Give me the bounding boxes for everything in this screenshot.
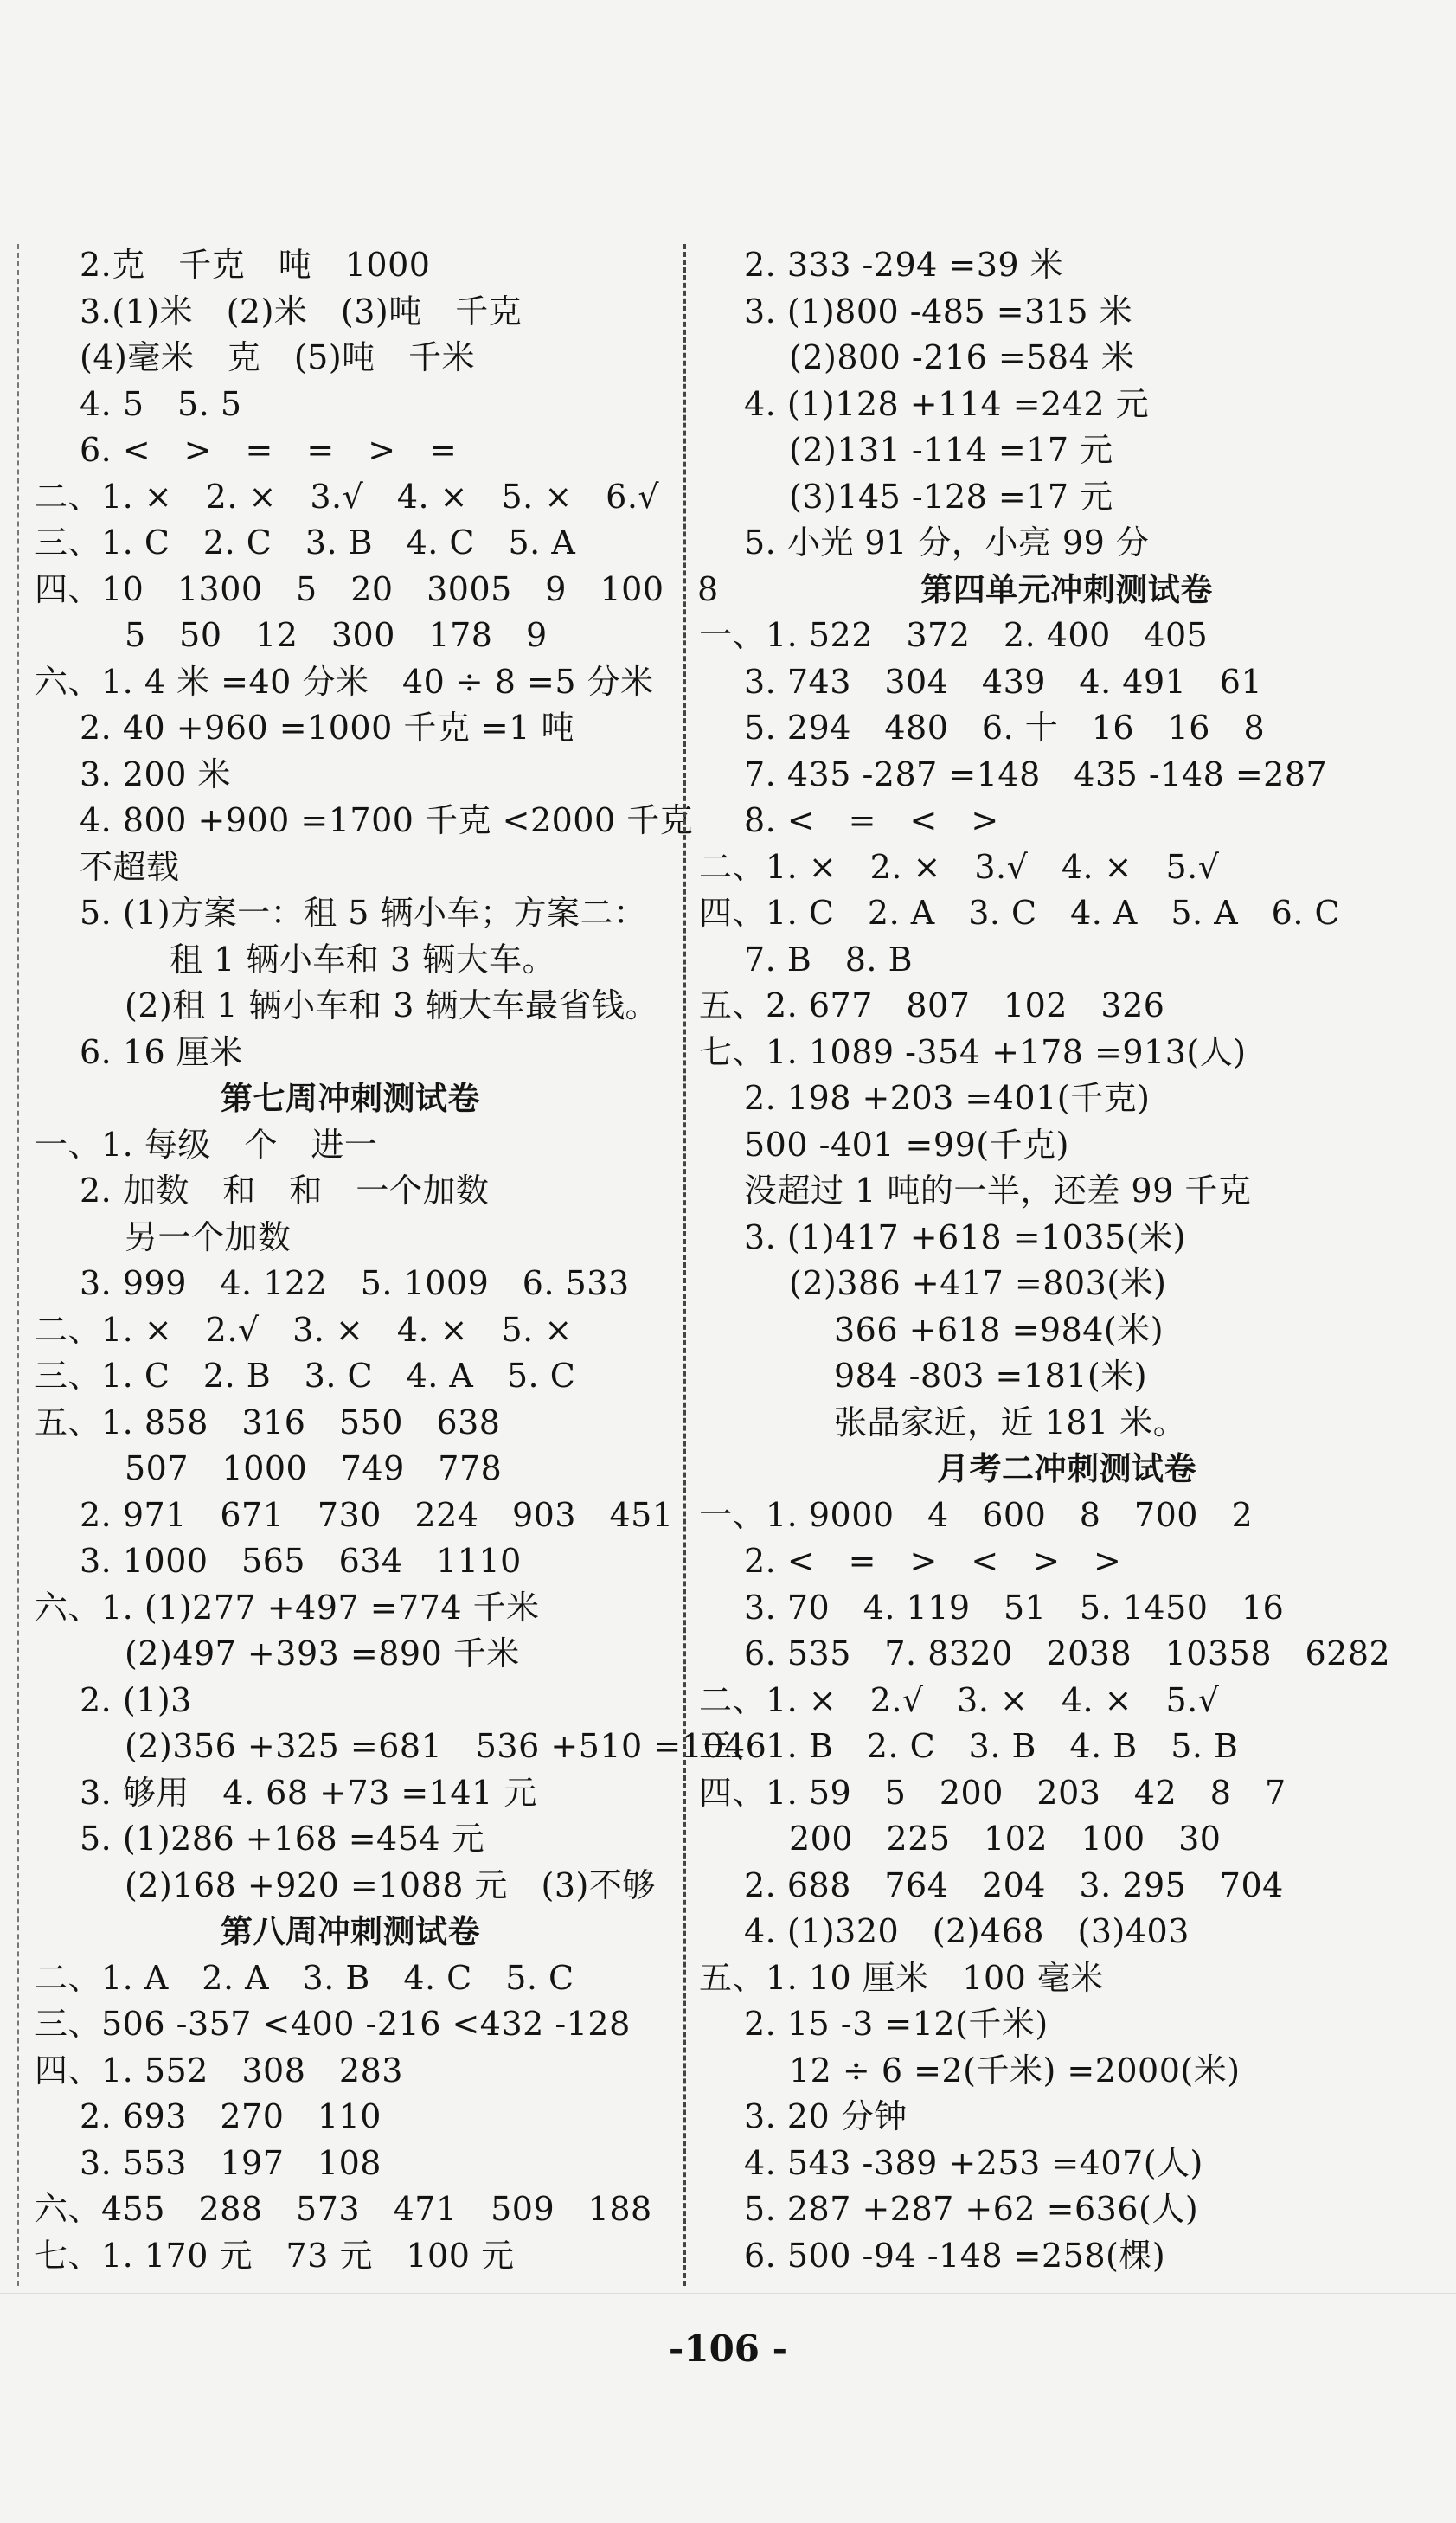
answer-line: (2)800 -216 =584 米 [789,338,1135,376]
answer-line: 不超载 [80,847,180,886]
answer-line: 200 225 102 100 30 [789,1820,1222,1858]
answer-line: 3. 553 197 108 [80,2143,382,2182]
answer-line: 4. 800 +900 =1700 千克 <2000 千克 [80,801,694,839]
section-heading: 第四单元冲刺测试卷 [920,570,1213,608]
answer-line: 4. 5 5. 5 [80,384,242,423]
answer-line: 六、1. (1)277 +497 =774 千米 [35,1588,540,1627]
answer-line: 2. 971 671 730 224 903 451 [80,1495,674,1534]
answer-line: (2)497 +393 =890 千米 [125,1634,520,1672]
answer-line: 二、1. × 2. × 3.√ 4. × 5. × 6.√ [35,477,660,516]
footer-rule [0,2293,1456,2294]
answer-line: 6. 535 7. 8320 2038 10358 6282 [744,1634,1391,1672]
answer-line: 三、1. C 2. B 3. C 4. A 5. C [35,1357,576,1395]
answer-line: 二、1. × 2.√ 3. × 4. × 5. × [35,1310,573,1349]
answer-line: (2)131 -114 =17 元 [789,431,1113,469]
column-divider [683,244,686,2286]
answer-line: 五、1. 858 316 550 638 [35,1403,501,1441]
answer-line: 租 1 辆小车和 3 辆大车。 [170,940,556,979]
answer-line: (3)145 -128 =17 元 [789,477,1113,516]
answer-line: 一、1. 9000 4 600 8 700 2 [699,1495,1254,1534]
answer-line: 5 50 12 300 178 9 [125,616,548,654]
answer-line: 5. (1)286 +168 =454 元 [80,1820,485,1858]
answer-line: 6. 16 厘米 [80,1032,243,1071]
answer-line: 六、455 288 573 471 509 188 [35,2190,652,2228]
page-number: -106 - [668,2327,788,2370]
answer-line: (2)356 +325 =681 536 +510 =1046 [125,1727,767,1765]
answer-line: 2.克 千克 吨 1000 [80,246,431,284]
answer-line: 2. < = > < > > [744,1542,1122,1580]
answer-line: (2)168 +920 =1088 元 (3)不够 [125,1865,656,1904]
answer-line: 2. 198 +203 =401(千克) [744,1079,1151,1117]
answer-line: 四、1. C 2. A 3. C 4. A 5. A 6. C [699,894,1341,932]
section-heading: 第八周冲刺测试卷 [221,1913,480,1950]
answer-line: 三、1. B 2. C 3. B 4. B 5. B [699,1727,1239,1765]
answer-line: 3. 999 4. 122 5. 1009 6. 533 [80,1264,630,1302]
answer-line: 5. 294 480 6. 十 16 16 8 [744,709,1266,747]
answer-line: 2. 40 +960 =1000 千克 =1 吨 [80,709,575,747]
answer-line: 4. (1)320 (2)468 (3)403 [744,1912,1190,1950]
answer-line: 四、10 1300 5 20 3005 9 100 8 [35,569,719,608]
answer-line: (2)386 +417 =803(米) [789,1264,1167,1302]
answer-line: 二、1. × 2. × 3.√ 4. × 5.√ [699,847,1220,886]
section-heading: 第七周冲刺测试卷 [221,1080,480,1117]
answer-line: 2. 加数 和 和 一个加数 [80,1172,490,1210]
answer-line: 七、1. 1089 -354 +178 =913(人) [699,1032,1247,1071]
answer-line: 8. < = < > [744,801,999,839]
answer-line: 三、506 -357 <400 -216 <432 -128 [35,2005,631,2043]
answer-line: 3. (1)417 +618 =1035(米) [744,1217,1186,1256]
answer-line: 5. (1)方案一：租 5 辆小车；方案二： [80,894,647,932]
answer-line: 3. 20 分钟 [744,2097,908,2135]
answer-line: 2. 15 -3 =12(千米) [744,2005,1049,2043]
margin-dashed-rule [17,244,19,2286]
answer-line: (2)租 1 辆小车和 3 辆大车最省钱。 [125,986,658,1024]
answer-line: 6. < > = = > = [80,431,458,469]
answer-line: 三、1. C 2. C 3. B 4. C 5. A [35,523,576,562]
answer-line: 7. 435 -287 =148 435 -148 =287 [744,754,1328,793]
answer-line: 2. 693 270 110 [80,2097,382,2135]
answer-line: 六、1. 4 米 =40 分米 40 ÷ 8 =5 分米 [35,662,654,701]
answer-line: 4. 543 -389 +253 =407(人) [744,2143,1203,2182]
answer-line: 5. 小光 91 分，小亮 99 分 [744,523,1150,562]
answer-line: 四、1. 552 308 283 [35,2051,403,2090]
answer-line: 12 ÷ 6 =2(千米) =2000(米) [789,2051,1241,2090]
answer-line: 2. 688 764 204 3. 295 704 [744,1865,1284,1904]
answer-line: 4. (1)128 +114 =242 元 [744,384,1150,423]
answer-line: 五、1. 10 厘米 100 毫米 [699,1958,1104,1997]
answer-line: (4)毫米 克 (5)吨 千米 [80,338,476,376]
answer-line: 3. 70 4. 119 51 5. 1450 16 [744,1588,1285,1627]
answer-line: 366 +618 =984(米) [834,1310,1164,1349]
answer-line: 一、1. 522 372 2. 400 405 [699,616,1209,654]
answer-line: 7. B 8. B [744,940,914,979]
answer-line: 3. 200 米 [80,754,231,793]
answer-line: 3. 1000 565 634 1110 [80,1542,522,1580]
answer-line: 3. 743 304 439 4. 491 61 [744,662,1263,701]
answer-line: 3. 够用 4. 68 +73 =141 元 [80,1773,537,1812]
answer-line: 3. (1)800 -485 =315 米 [744,292,1133,331]
answer-line: 张晶家近，近 181 米。 [834,1403,1187,1441]
answer-line: 2. 333 -294 =39 米 [744,246,1064,284]
answer-line: 一、1. 每级 个 进一 [35,1125,378,1164]
answer-line: 984 -803 =181(米) [834,1357,1148,1395]
answer-line: 500 -401 =99(千克) [744,1125,1069,1164]
answer-line: 七、1. 170 元 73 元 100 元 [35,2236,515,2275]
right-column [699,242,1434,2279]
answer-line: 另一个加数 [125,1217,292,1256]
answer-line: 3.(1)米 (2)米 (3)吨 千克 [80,292,523,331]
answer-line: 507 1000 749 778 [125,1449,503,1487]
left-column [35,242,767,2279]
answer-line: 二、1. A 2. A 3. B 4. C 5. C [35,1958,574,1997]
section-heading: 月考二冲刺测试卷 [937,1450,1196,1487]
answer-line: 四、1. 59 5 200 203 42 8 7 [699,1773,1286,1812]
answer-line: 五、2. 677 807 102 326 [699,986,1165,1024]
answer-line: 5. 287 +287 +62 =636(人) [744,2190,1199,2228]
answer-line: 没超过 1 吨的一半，还差 99 千克 [744,1172,1252,1210]
answer-line: 二、1. × 2.√ 3. × 4. × 5.√ [699,1680,1220,1719]
answer-line: 6. 500 -94 -148 =258(棵) [744,2236,1166,2275]
answer-line: 2. (1)3 [80,1680,192,1719]
